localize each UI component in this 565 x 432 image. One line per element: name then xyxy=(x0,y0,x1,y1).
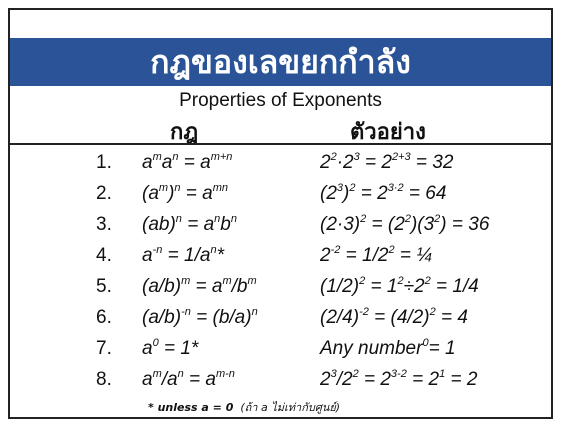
rule-example: $2^{-2} = 1/2^2$ = ¼ xyxy=(320,244,433,266)
rule-formula: $a^m/a^n = a^{m-n}$ xyxy=(142,368,235,390)
rule-formula: $a^ma^n = a^{m+n}$ xyxy=(142,151,233,173)
rule-row xyxy=(10,183,551,215)
rule-formula: $(a/b)^m = a^m/b^m$ xyxy=(142,275,257,297)
rule-row xyxy=(10,276,551,308)
exponent-rules-card xyxy=(8,8,553,419)
rule-row xyxy=(10,152,551,184)
rule-formula: $a^0 = 1*$ xyxy=(142,337,199,359)
rule-example: $(1/2)^2 = 1^2\div 2^2 = 1/4$ xyxy=(320,275,479,297)
rule-column-header: กฎ xyxy=(170,120,199,145)
rule-formula: $(ab)^n = a^nb^n$ xyxy=(142,213,237,235)
rule-example: $(2^3)^2 = 2^{3\cdot 2} = 64$ xyxy=(320,182,447,204)
footnote-thai: (ถ้า a ไม่เท่ากับศูนย์) xyxy=(240,401,341,414)
subtitle: Properties of Exponents xyxy=(179,90,382,111)
footnote xyxy=(148,398,340,416)
rule-row xyxy=(10,369,551,401)
rule-formula: $(a^m)^n = a^{mn}$ xyxy=(142,182,229,204)
rule-number: 2. xyxy=(96,183,112,204)
rule-number: 1. xyxy=(96,152,112,173)
rule-number: 7. xyxy=(96,338,112,359)
rule-row xyxy=(10,214,551,246)
rule-formula: $(a/b)^{-n} = (b/a)^n$ xyxy=(142,306,258,328)
rule-row xyxy=(10,245,551,277)
rule-example: $2^2\cdot 2^3 = 2^{2+3} = 32$ xyxy=(320,151,454,173)
rule-number: 6. xyxy=(96,307,112,328)
rule-example: $2^3/2^2 = 2^{3-2} = 2^1 = 2$ xyxy=(320,368,478,390)
rule-example: $(2\cdot 3)^2 = (2^2)(3^2) = 36$ xyxy=(320,213,490,235)
rule-number: 8. xyxy=(96,369,112,390)
rule-row xyxy=(10,307,551,339)
rule-number: 3. xyxy=(96,214,112,235)
rule-example: Any number$^0$= 1 xyxy=(320,337,456,359)
rule-number: 5. xyxy=(96,276,112,297)
rule-example: $(2/4)^{-2} = (4/2)^2 = 4$ xyxy=(320,306,468,328)
rule-formula: $a^{-n} = 1/a^n*$ xyxy=(142,244,224,266)
example-column-header: ตัวอย่าง xyxy=(350,120,426,145)
page-title: กฎของเลขยกกำลัง xyxy=(10,38,551,86)
rule-number: 4. xyxy=(96,245,112,266)
header-divider xyxy=(10,143,551,145)
rule-row xyxy=(10,338,551,370)
footnote-condition: * unless a = 0 xyxy=(148,401,234,414)
